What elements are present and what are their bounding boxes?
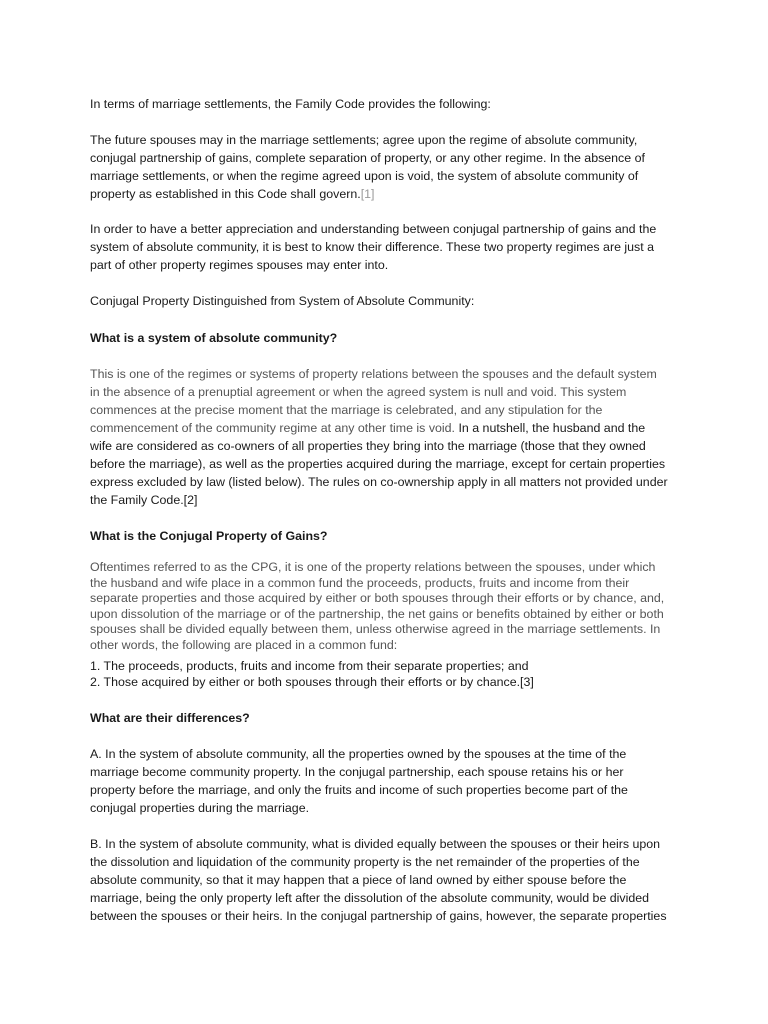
cpg-paragraph: Oftentimes referred to as the CPG, it is one of the property relations between the spouses, under which the husband and wife place in a common fund the proceeds, products, fruits and income from their separate properties and those acquired by either or both spouses through their efforts or by chance, and, upon dissolution of the marriage or of the partnership, the net gains or benefits obtained by either or both spouses shall be divided equally between them, unless otherwise agreed in the marriage settlements. In other words, the following are placed in a common fund: — [90, 560, 665, 652]
heading-conjugal-property: What is the Conjugal Property of Gains? — [90, 529, 328, 543]
heading-differences: What are their differences? — [90, 711, 250, 725]
heading-absolute-community: What is a system of absolute community? — [90, 331, 338, 345]
list-item: 1. The proceeds, products, fruits and income from their separate properties; and — [90, 659, 529, 673]
common-fund-list — [90, 658, 690, 690]
absolute-community-paragraph: This is one of the regimes or systems of property relations between the spouses and the default system in the absence of a prenuptial agreement or when the agreed system is null and void. This system commences at the precise moment that the marriage is celebrated, and any stipulation for the commencement of the community regime at any other time is void. In a nutshell, the husband and the wife are considered as co-owners of all properties they bring into the marriage (those that they owned before the marriage), as well as the properties acquired during the marriage, except for certain properties express excluded by law (listed below). The rules on co-ownership apply in all matters not provided under the Family Code.[2] — [90, 367, 668, 507]
quote-paragraph: The future spouses may in the marriage settlements; agree upon the regime of absolute community, conjugal partnership of gains, complete separation of property, or any other regime. In the absence of marriage settlements, or when the regime agreed upon is void, the system of absolute community of property as established in this Code shall govern.[1] — [90, 133, 645, 201]
footnote-link-1[interactable]: [1] — [360, 187, 375, 201]
distinguished-line: Conjugal Property Distinguished from System of Absolute Community: — [90, 294, 475, 308]
difference-a-paragraph: A. In the system of absolute community, all the properties owned by the spouses at the time of the marriage become community property. In the conjugal partnership, each spouse retains his or her property before the marriage, and only the fruits and income of such properties become part of the conjugal properties during the marriage. — [90, 747, 628, 815]
appreciation-paragraph: In order to have a better appreciation and understanding between conjugal partnership of gains and the system of absolute community, it is best to know their difference. These two property regimes are just a part of other property regimes spouses may enter into. — [90, 222, 657, 272]
list-item: 2. Those acquired by either or both spouses through their efforts or by chance.[3] — [90, 675, 534, 689]
difference-b-paragraph: B. In the system of absolute community, what is divided equally between the spouses or their heirs upon the dissolution and liquidation of the community property is the net remainder of the properties of the absolute community, so that it may happen that a piece of land owned by either spouse before the marriage, being the only property left after the dissolution of the absolute community, would be divided between the spouses or their heirs. In the conjugal partnership of gains, however, the separate properties — [90, 837, 667, 923]
intro-paragraph: In terms of marriage settlements, the Family Code provides the following: — [90, 97, 491, 111]
